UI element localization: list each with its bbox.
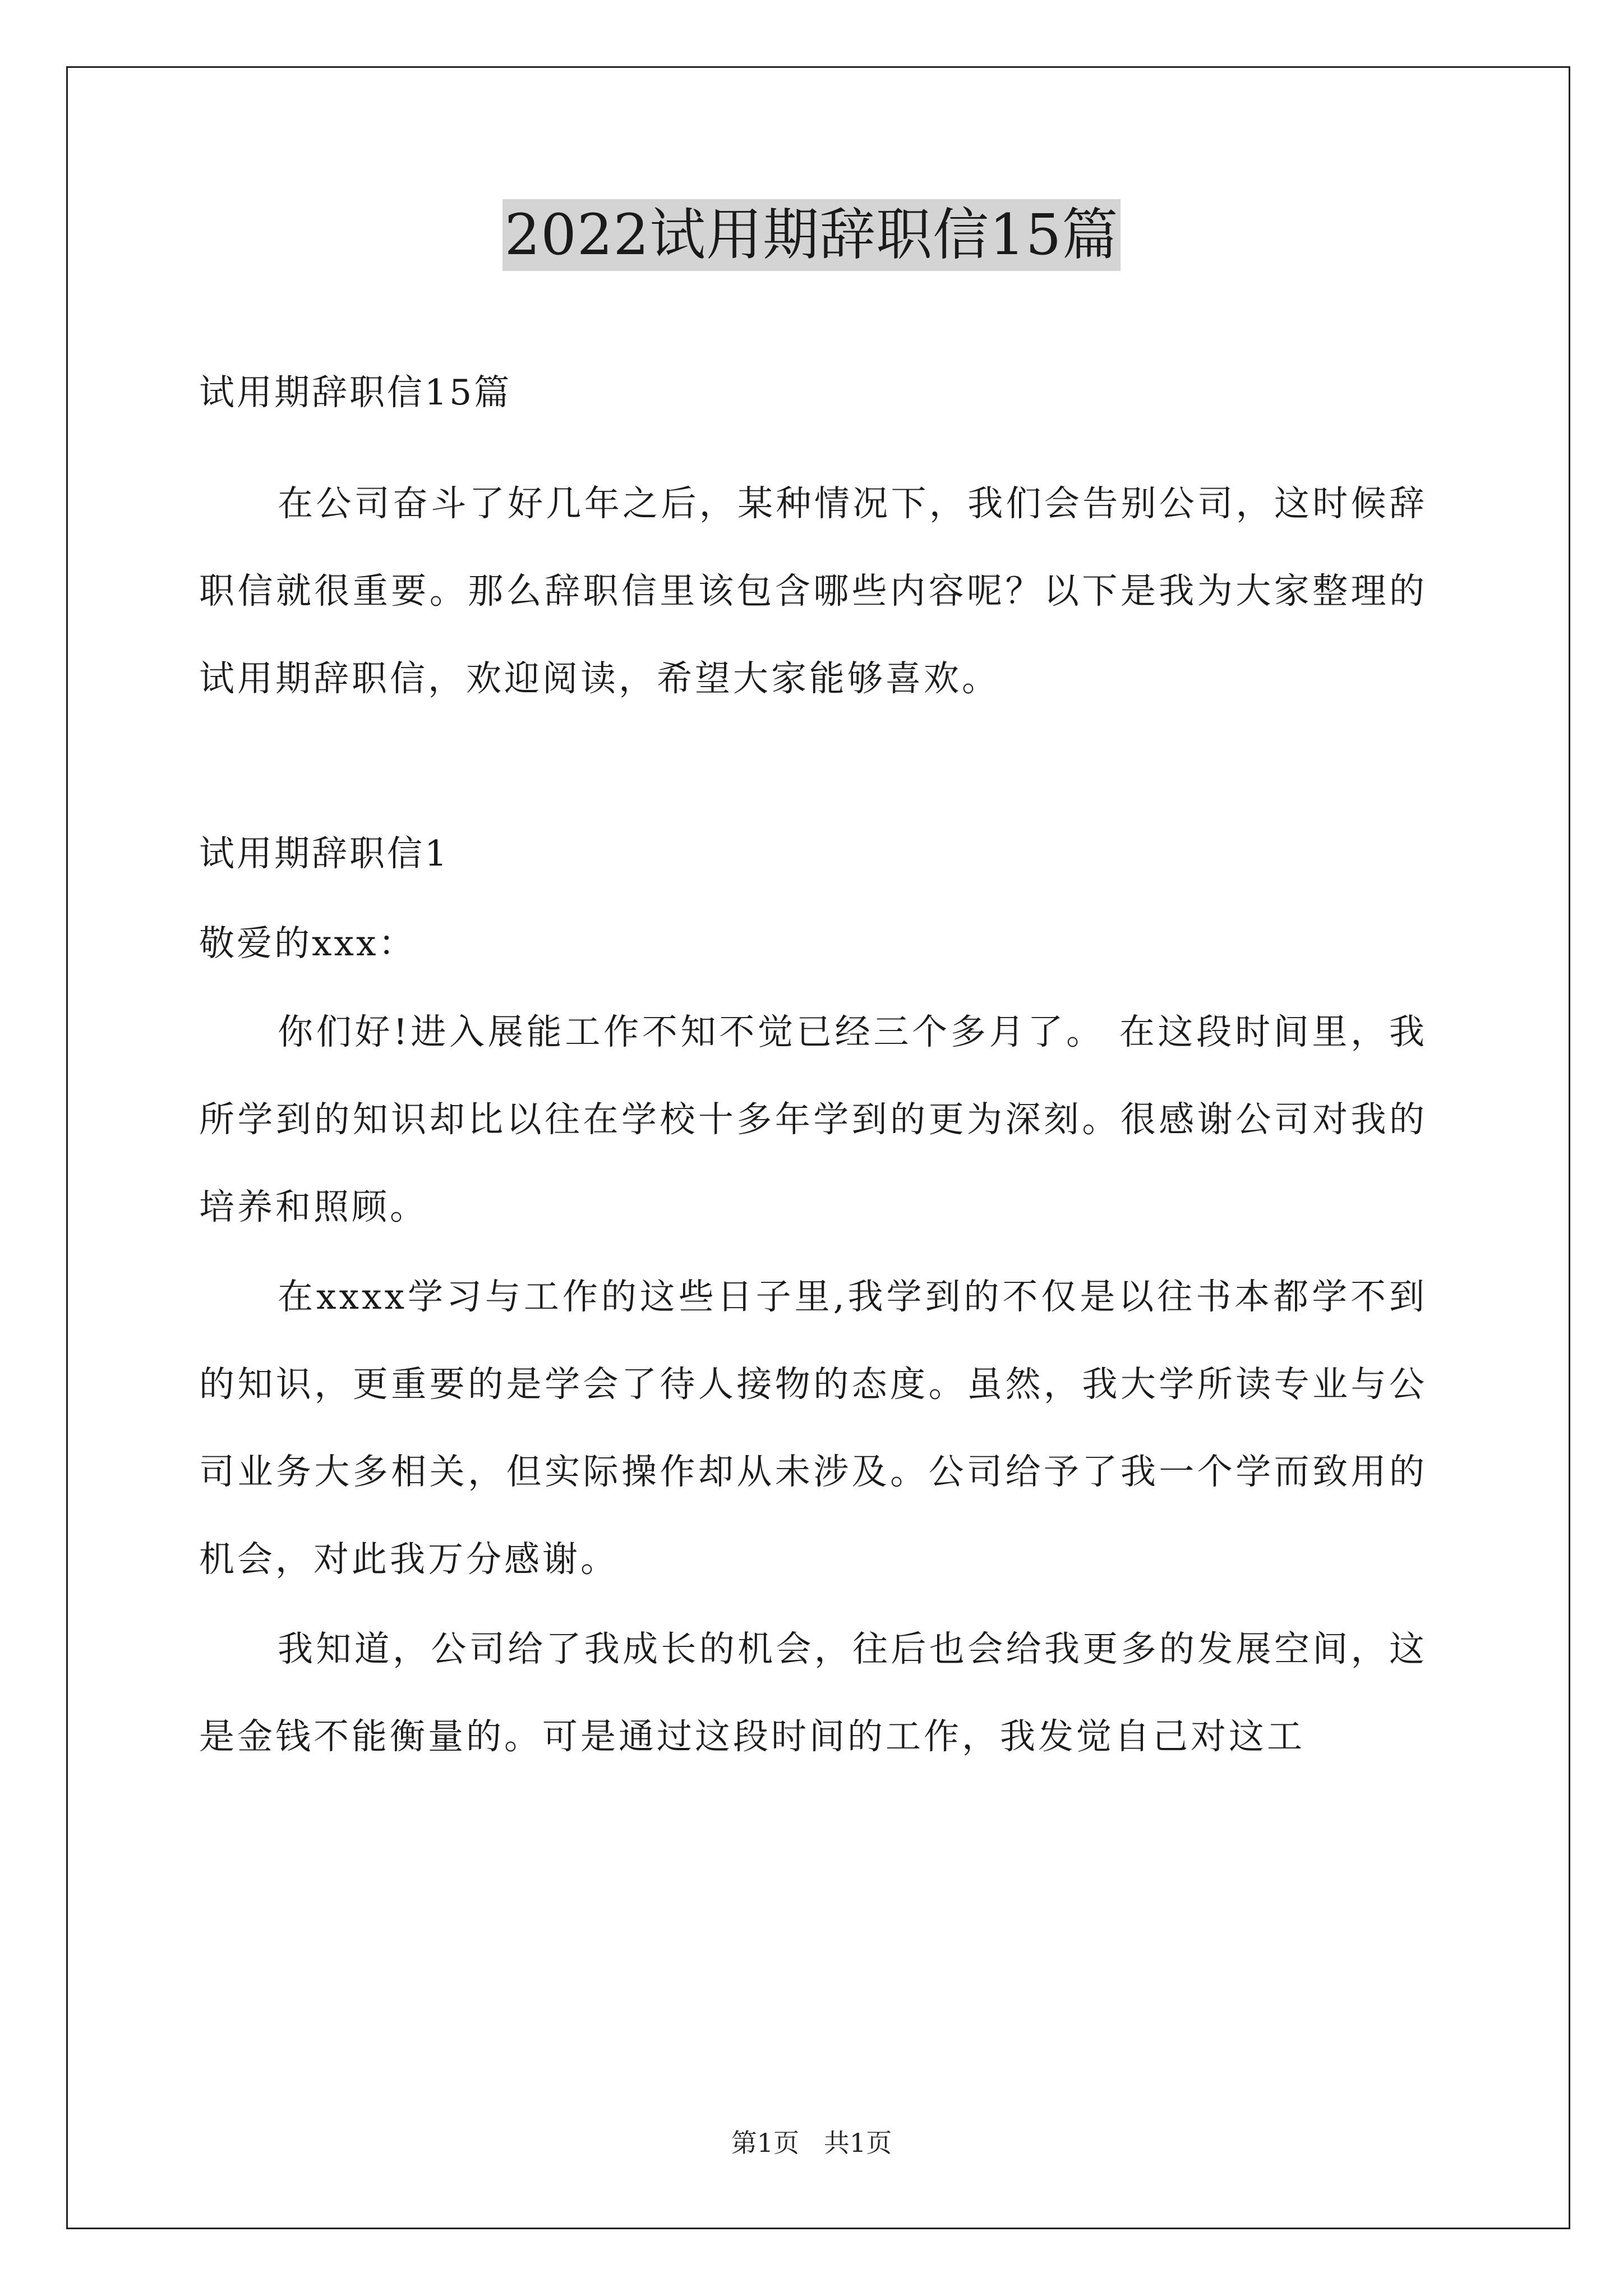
intro-paragraph: 在公司奋斗了好几年之后，某种情况下，我们会告别公司，这时候辞职信就很重要。那么辞职信里该包含哪些内容呢？以下是我为大家整理的试用期辞职信，欢迎阅读，希望大家能够喜欢。 [199, 483, 1427, 699]
spacer [199, 438, 1427, 460]
document-body [199, 348, 1427, 1783]
body-paragraph: 我知道，公司给了我成长的机会，往后也会给我更多的发展空间，这是金钱不能衡量的。可是通过这段时间的工作，我发觉自己对这工 [199, 1628, 1427, 1757]
body-paragraph: 在xxxx学习与工作的这些日子里,我学到的不仅是以往书本都学不到的知识，更重要的是学会了待人接物的态度。虽然，我大学所读专业与公司业务大多相关，但实际操作却从未涉及。公司给予了我一个学而致用的机会，对此我万分感谢。 [199, 1276, 1427, 1580]
body-paragraph: 你们好!进入展能工作不知不觉已经三个多月了。 在这段时间里，我所学到的知识却比以往在学校十多年学到的更为深刻。很感谢公司对我的培养和照顾。 [199, 1011, 1427, 1227]
title-wrap [0, 199, 1623, 271]
spacer [199, 725, 1427, 809]
document-title: 2022试用期辞职信15篇 [502, 199, 1121, 271]
letter-heading: 试用期辞职信1 [199, 833, 450, 874]
page-footer: 第1页 共1页 [731, 2128, 892, 2158]
document-subtitle: 试用期辞职信15篇 [199, 372, 512, 413]
salutation: 敬爱的xxx： [199, 923, 416, 964]
